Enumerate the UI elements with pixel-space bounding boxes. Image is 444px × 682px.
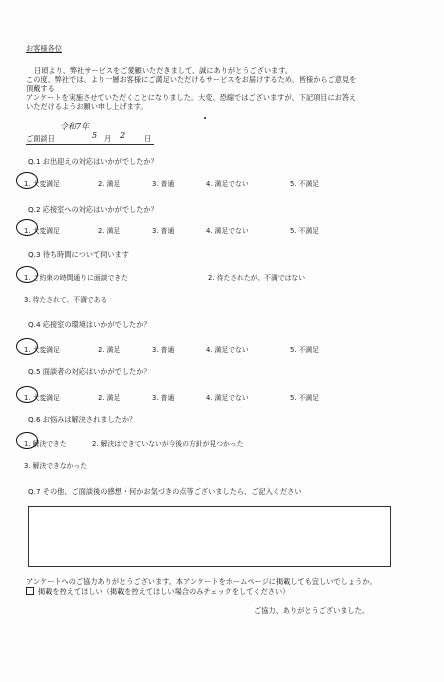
- q6-question: Q.6 お悩みは解決されましたか？: [28, 415, 137, 424]
- q2-question: Q.2 応接室への対応はいかがでしたか？: [28, 205, 158, 214]
- q5-option-3[interactable]: 3. 普通: [152, 394, 175, 402]
- handwritten-era: 令和7年: [60, 122, 90, 131]
- publish-optout-checkbox[interactable]: [26, 587, 34, 595]
- comment-box[interactable]: [28, 506, 391, 567]
- q1-option-3[interactable]: 3. 普通: [152, 180, 175, 188]
- q4-option-4[interactable]: 4. 満足でない: [206, 346, 249, 354]
- q5-option-1[interactable]: 1. 大変満足: [24, 394, 60, 402]
- q3-option-1[interactable]: 1. ご約束の時間通りに面談できた: [24, 274, 128, 282]
- day-label: 日: [144, 134, 152, 143]
- q4-question: Q.4 応接室の環境はいかがでしたか？: [28, 320, 151, 329]
- q3-option-3[interactable]: 3. 待たされて、不満である: [24, 296, 108, 304]
- publish-optout-row[interactable]: [26, 587, 289, 596]
- q4-option-2[interactable]: 2. 満足: [98, 346, 121, 354]
- intro-line-2: この度、弊社では、より一層お客様にご満足いただけるサービスをお届けするため、皆様からご意見を: [26, 75, 357, 84]
- q6-option-3[interactable]: 3. 解決できなかった: [24, 462, 88, 470]
- q7-question: Q.7 その他、ご面談後の感想・何かお気づきの点等ございましたら、ご記入ください: [28, 487, 302, 496]
- q2-option-2[interactable]: 2. 満足: [98, 227, 121, 235]
- q2-option-3[interactable]: 3. 普通: [152, 227, 175, 235]
- q5-question: Q.5 面談者の対応はいかがでしたか？: [28, 367, 151, 376]
- publish-optout-label: 掲載を控えてほしい（掲載を控えてほしい場合のみチェックをしてください）: [38, 587, 290, 596]
- thanks-line: ご協力、ありがとうございました。: [254, 606, 370, 615]
- q1-question: Q.1 お出迎えの対応はいかがでしたか？: [28, 157, 158, 166]
- q3-question: Q.3 待ち時間について伺います: [28, 250, 129, 259]
- q6-option-1[interactable]: 1. 解決できた: [24, 440, 67, 448]
- salutation: お客様各位: [26, 44, 62, 53]
- q4-option-5[interactable]: 5. 不満足: [290, 346, 320, 354]
- q2-option-4[interactable]: 4. 満足でない: [206, 227, 249, 235]
- q5-option-5[interactable]: 5. 不満足: [290, 394, 320, 402]
- q2-option-5[interactable]: 5. 不満足: [290, 227, 320, 235]
- intro-line-3: 頂戴する: [26, 84, 55, 93]
- intro-line-1: 日頃より、弊社サービスをご愛顧いただきまして、誠にありがとうございます。: [34, 66, 293, 75]
- closing-line-1: アンケートへのご協力ありがとうございます。本アンケートをホームページに掲載しても宜しいでしょうか。: [26, 577, 377, 586]
- stray-mark: [204, 117, 206, 119]
- q4-option-3[interactable]: 3. 普通: [152, 346, 175, 354]
- q3-option-2[interactable]: 2. 待たされたが、不満ではない: [208, 274, 306, 282]
- q2-option-1[interactable]: 1. 大変満足: [24, 227, 60, 235]
- intro-line-5: いただけるようお願い申し上げます。: [26, 102, 148, 111]
- handwritten-month: 5: [92, 131, 98, 140]
- q1-option-1[interactable]: 1. 大変満足: [24, 180, 60, 188]
- q1-option-5[interactable]: 5. 不満足: [290, 180, 320, 188]
- q5-option-4[interactable]: 4. 満足でない: [206, 394, 249, 402]
- q6-option-2[interactable]: 2. 解決はできていないが今後の方針が見つかった: [92, 440, 244, 448]
- visit-date-label: ご面談日: [26, 134, 55, 143]
- visit-date-line: [26, 134, 154, 145]
- q1-option-2[interactable]: 2. 満足: [98, 180, 121, 188]
- month-label: 月: [104, 134, 112, 143]
- q4-option-1[interactable]: 1. 大変満足: [24, 346, 60, 354]
- q1-option-4[interactable]: 4. 満足でない: [206, 180, 249, 188]
- handwritten-day: 2: [120, 131, 126, 140]
- q5-option-2[interactable]: 2. 満足: [98, 394, 121, 402]
- intro-line-4: アンケートを実施させていただくことになりました。大変、恐縮ではございますが、下記項目にお答え: [26, 93, 357, 102]
